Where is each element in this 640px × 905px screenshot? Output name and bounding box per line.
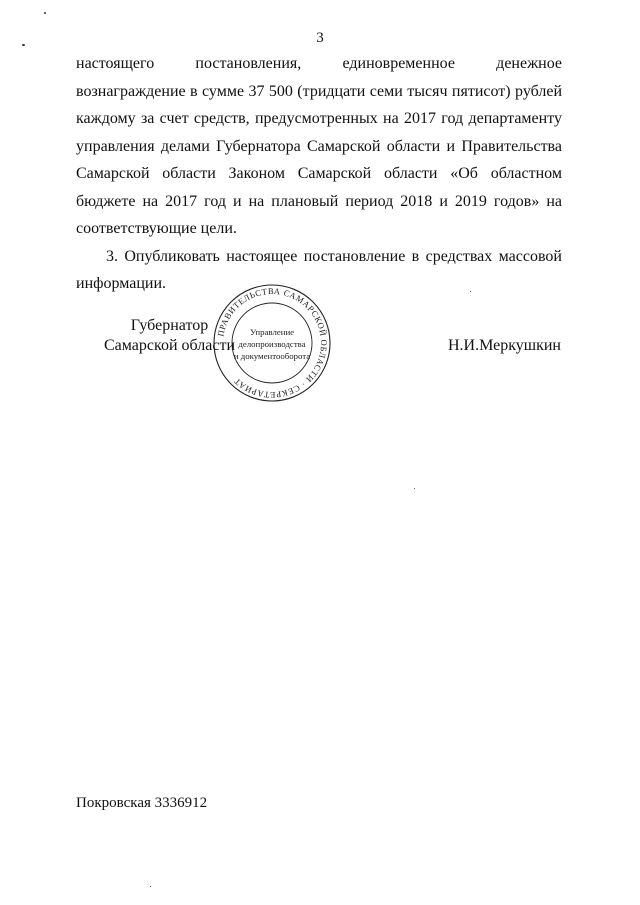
official-stamp bbox=[212, 282, 332, 404]
signatory-title-line2: Самарской области bbox=[104, 337, 235, 354]
scan-speck bbox=[470, 291, 471, 292]
signatory-name: Н.И.Меркушкин bbox=[448, 337, 561, 354]
stamp-line3: и документооборота bbox=[233, 351, 311, 361]
scan-speck bbox=[44, 12, 46, 14]
stamp-ring-text: ПРАВИТЕЛЬСТВА САМАРСКОЙ ОБЛАСТИ · СЕКРЕТАРИАТ bbox=[215, 285, 330, 401]
stamp-line2: делопроизводства bbox=[238, 339, 306, 349]
paragraph-continuation: настоящего постановления, единовременное денежное вознаграждение в сумме 37 500 (тридцати семи тысяч пятисот) рублей каждому за счет средств, предусмотренных на 2017 год департаменту управления делами Губернатора Самарской области и Правительства Самарской области Законом Самарской области «Об областном бюджете на 2017 год и на плановый период 2018 и 2019 годов» на соответствующие цели. bbox=[76, 55, 562, 237]
document-body bbox=[76, 50, 562, 298]
scan-speck bbox=[150, 886, 151, 887]
page-number: 3 bbox=[316, 30, 324, 46]
executor-note: Покровская 3336912 bbox=[76, 795, 208, 811]
stamp-line1: Управление bbox=[249, 327, 295, 337]
scan-speck bbox=[414, 488, 415, 489]
paragraph-item-3: 3. Опубликовать настоящее постановление в средствах массовой информации. bbox=[76, 247, 562, 292]
scan-speck bbox=[22, 44, 25, 46]
signatory-title-line1: Губернатор bbox=[130, 317, 209, 334]
